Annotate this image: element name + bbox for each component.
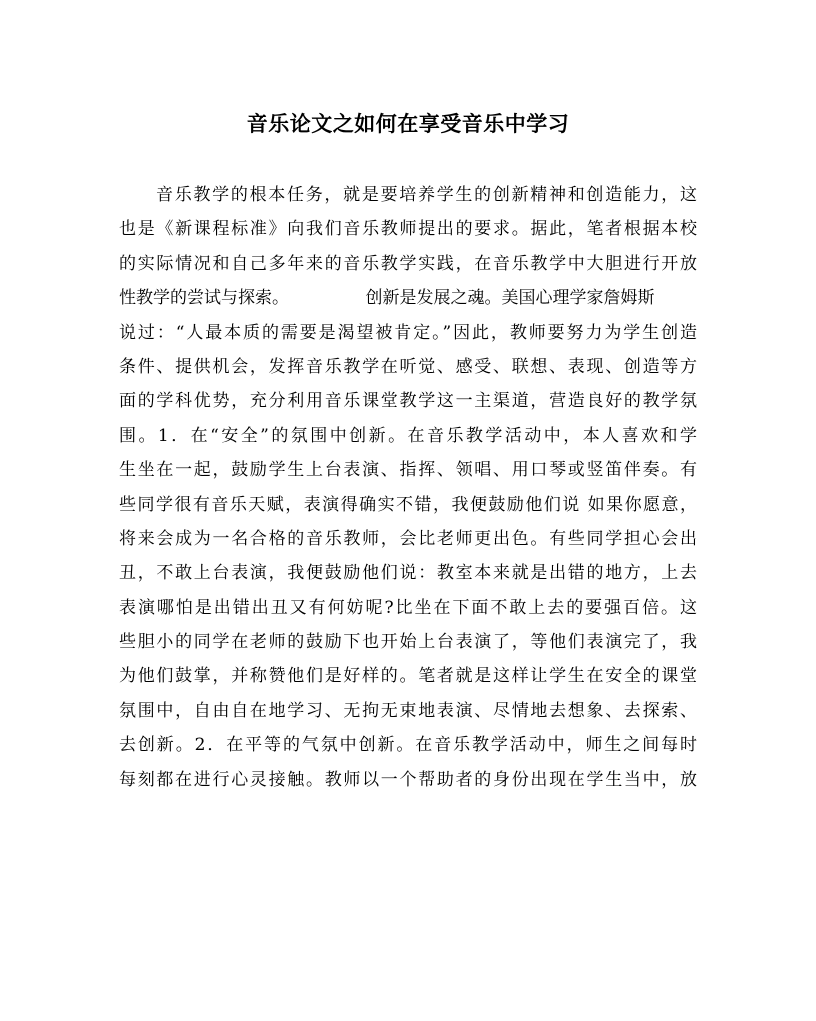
paragraph-line: 音乐教学的根本任务，就是要培养学生的创新精神和创造能力，这: [156, 185, 697, 205]
paragraph-line: 丑，不敢上台表演，我便鼓励他们说：教室本来就是出错的地方，上去: [119, 563, 697, 584]
paragraph-line: 些同学很有音乐天赋，表演得确实不错，我便鼓励他们说 如果你愿意，: [119, 494, 697, 515]
paragraph-line: 些胆小的同学在老师的鼓励下也开始上台表演了，等他们表演完了，我: [119, 632, 697, 653]
paragraph-line: 性教学的尝试与探索。 创新是发展之魂。美国心理学家詹姆斯: [119, 288, 655, 309]
paragraph-line: 去创新。2．在平等的气氛中创新。在音乐教学活动中，师生之间每时: [119, 735, 697, 756]
paragraph-line: 也是《新课程标准》向我们音乐教师提出的要求。据此，笔者根据本校: [119, 219, 697, 240]
paragraph-line: 面的学科优势，充分利用音乐课堂教学这一主渠道，营造良好的教学氛: [119, 391, 697, 412]
paragraph-line: 的实际情况和自己多年来的音乐教学实践，在音乐教学中大胆进行开放: [119, 253, 697, 274]
paragraph-line: 表演哪怕是出错出丑又有何妨呢?比坐在下面不敢上去的要强百倍。这: [119, 597, 697, 618]
paragraph-line: 将来会成为一名合格的音乐教师，会比老师更出色。有些同学担心会出: [119, 528, 697, 549]
paragraph-line: 说过：“人最本质的需要是渴望被肯定。”因此，教师要努力为学生创造: [119, 322, 697, 343]
paragraph-line: 围。1．在“安全”的氛围中创新。在音乐教学活动中，本人喜欢和学: [119, 425, 697, 446]
paragraph-line: 条件、提供机会，发挥音乐教学在听觉、感受、联想、表现、创造等方: [119, 356, 697, 377]
paragraph-line: 为他们鼓掌，并称赞他们是好样的。笔者就是这样让学生在安全的课堂: [119, 666, 697, 687]
paragraph-line: 生坐在一起，鼓励学生上台表演、指挥、领唱、用口琴或竖笛伴奏。有: [119, 460, 697, 481]
document-body: [119, 178, 697, 797]
document-title: 音乐论文之如何在享受音乐中学习: [246, 111, 570, 136]
paragraph-line: 氛围中，自由自在地学习、无拘无束地表演、尽情地去想象、去探索、: [119, 700, 697, 721]
paragraph-line: 每刻都在进行心灵接触。教师以一个帮助者的身份出现在学生当中，放: [119, 769, 697, 790]
